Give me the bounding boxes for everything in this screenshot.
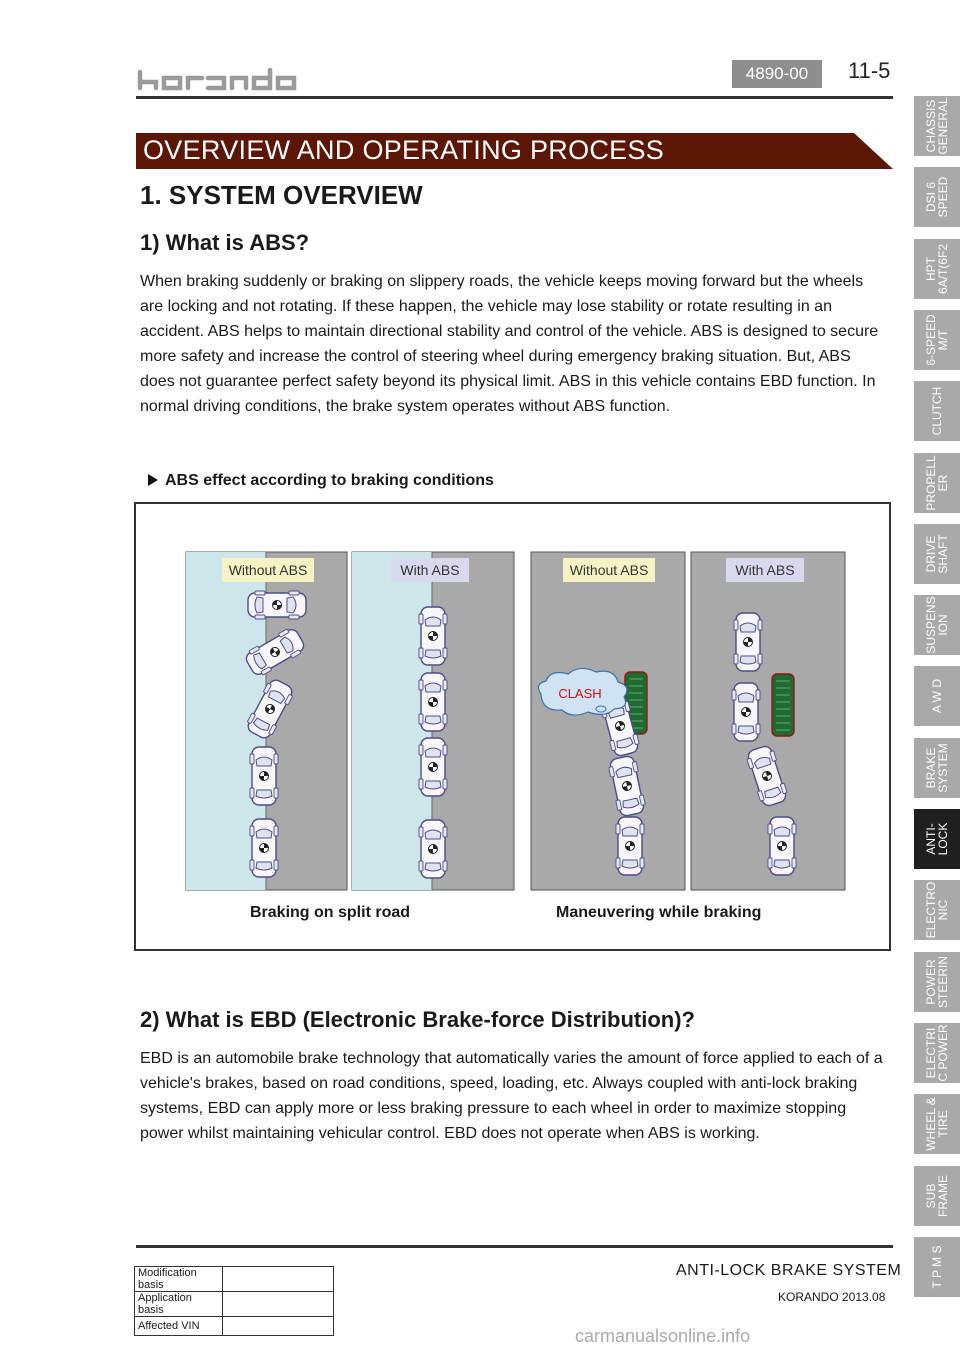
application-basis-value — [223, 1292, 334, 1317]
footer-subtitle: KORANDO 2013.08 — [778, 1290, 886, 1304]
panel-label-3 — [563, 558, 655, 582]
footer-title: ANTI-LOCK BRAKE SYSTEM — [676, 1262, 902, 1279]
abs-paragraph: When braking suddenly or braking on slippery roads, the vehicle keeps moving forward but the wheels are locking and not rotating. If these happen, the vehicle may lose stability or rotate resulting in an accident. ABS helps to maintain directional stability and control of the vehicle. ABS is designed to secure more safety and increase the control of steering wheel during emergency braking situation. But, ABS does not guarantee perfect safety beyond its physical limit. ABS in this vehicle contains EBD function. In normal driving conditions, the brake system operates without ABS function. — [140, 273, 879, 415]
modification-table — [134, 1266, 334, 1336]
triangle-bullet-icon — [148, 474, 158, 486]
main-heading: 1. SYSTEM OVERVIEW — [140, 180, 423, 210]
panel-label-2 — [391, 558, 469, 582]
side-tab-label: WHEEL & TIRE — [924, 1097, 950, 1151]
side-tab-label: ELECTRI C POWER — [924, 1024, 950, 1082]
panel-maneuver-with-abs — [691, 552, 845, 890]
section-banner — [136, 133, 893, 169]
table-row — [135, 1292, 334, 1317]
side-tab-a-w-d[interactable] — [914, 666, 960, 726]
side-tab-power-steerin[interactable] — [914, 952, 960, 1012]
table-row — [135, 1317, 334, 1336]
side-tab-label: ANTI- LOCK — [924, 822, 950, 856]
abs-heading: 1) What is ABS? — [140, 230, 310, 255]
side-tab-label: DSI 6 SPEED — [924, 176, 950, 218]
panel-label-text: Without ABS — [569, 562, 649, 578]
caption-split-road: Braking on split road — [250, 904, 411, 921]
panel-maneuver-without-abs — [531, 552, 685, 890]
side-tab-label: HPT 6A/T(6F2 — [924, 243, 950, 294]
side-tab-6-speed-m-t[interactable] — [914, 310, 960, 370]
affected-vin-label: Affected VIN — [135, 1317, 223, 1336]
side-tab-label: CHASSIS GENERAL — [924, 97, 950, 155]
side-tab-electri-c-power[interactable] — [914, 1023, 960, 1083]
side-tab-hpt-6a-t-6f2[interactable] — [914, 239, 960, 299]
panel-label-4 — [726, 558, 804, 582]
side-tab-sub-frame[interactable] — [914, 1166, 960, 1226]
side-tab-label: ELECTRO NIC — [924, 881, 950, 939]
application-basis-label: Application basis — [135, 1292, 223, 1317]
modification-basis-value — [223, 1267, 334, 1292]
side-tab-propell-er[interactable] — [914, 453, 960, 513]
panel-label-text: Without ABS — [228, 562, 308, 578]
side-tab-label: CLUTCH — [930, 386, 944, 436]
ebd-paragraph: EBD is an automobile brake technology that automatically varies the amount of force applied to each of a vehicle's brakes, based on road conditions, speed, loading, etc. Always coupled with anti-lock braking systems, EBD can apply more or less braking pressure to each wheel in order to maximize stopping power whilst maintaining vehicular control. EBD does not operate when ABS is working. — [140, 1050, 883, 1142]
side-tab-label: A W D — [930, 679, 944, 714]
side-tab-label: PROPELL ER — [924, 454, 950, 511]
footer-divider — [136, 1245, 893, 1248]
modification-basis-label: Modification basis — [135, 1267, 223, 1292]
side-tab-chassis-general[interactable] — [914, 96, 960, 156]
side-tab-label: T P M S — [930, 1245, 944, 1289]
abs-figure — [134, 502, 891, 951]
panel-label-1 — [222, 558, 314, 582]
side-tab-label: SUSPENS ION — [924, 596, 950, 654]
panel-label-text: With ABS — [400, 562, 460, 578]
clash-label: CLASH — [558, 686, 602, 701]
side-tab-dsi-6-speed[interactable] — [914, 167, 960, 227]
section-banner-title: OVERVIEW AND OPERATING PROCESS — [143, 135, 665, 165]
side-tab-label: 6-SPEED M/T — [924, 314, 950, 366]
korando-logo — [136, 64, 316, 94]
side-tab-t-p-m-s[interactable] — [914, 1237, 960, 1297]
ebd-heading: 2) What is EBD (Electronic Brake-force Distribution)? — [140, 1007, 695, 1032]
page-number: 11-5 — [848, 58, 891, 83]
side-tab-clutch[interactable] — [914, 381, 960, 441]
watermark[interactable]: carmanualsonline.info — [575, 1326, 751, 1346]
header-divider — [136, 96, 893, 99]
section-code-badge: 4890-00 — [732, 60, 822, 88]
side-tab-label: DRIVE SHAFT — [924, 534, 950, 574]
side-tab-brake-system[interactable] — [914, 738, 960, 798]
side-tab-anti-lock[interactable] — [914, 809, 960, 869]
side-tab-label: SUB FRAME — [924, 1174, 950, 1217]
figure-title-text: ABS effect according to braking conditions — [165, 472, 494, 489]
side-tab-label: POWER STEERIN — [924, 955, 950, 1008]
panel-label-text: With ABS — [735, 562, 795, 578]
caption-maneuvering: Maneuvering while braking — [556, 904, 762, 921]
panel-split-with-abs — [352, 552, 514, 890]
affected-vin-value — [223, 1317, 334, 1336]
figure-title — [148, 472, 494, 490]
side-tab-wheel-tire[interactable] — [914, 1094, 960, 1154]
side-tab-electro-nic[interactable] — [914, 880, 960, 940]
panel-split-without-abs — [186, 552, 347, 890]
side-tab-suspens-ion[interactable] — [914, 595, 960, 655]
table-row — [135, 1267, 334, 1292]
side-tab-drive-shaft[interactable] — [914, 524, 960, 584]
side-tab-label: BRAKE SYSTEM — [924, 743, 950, 793]
